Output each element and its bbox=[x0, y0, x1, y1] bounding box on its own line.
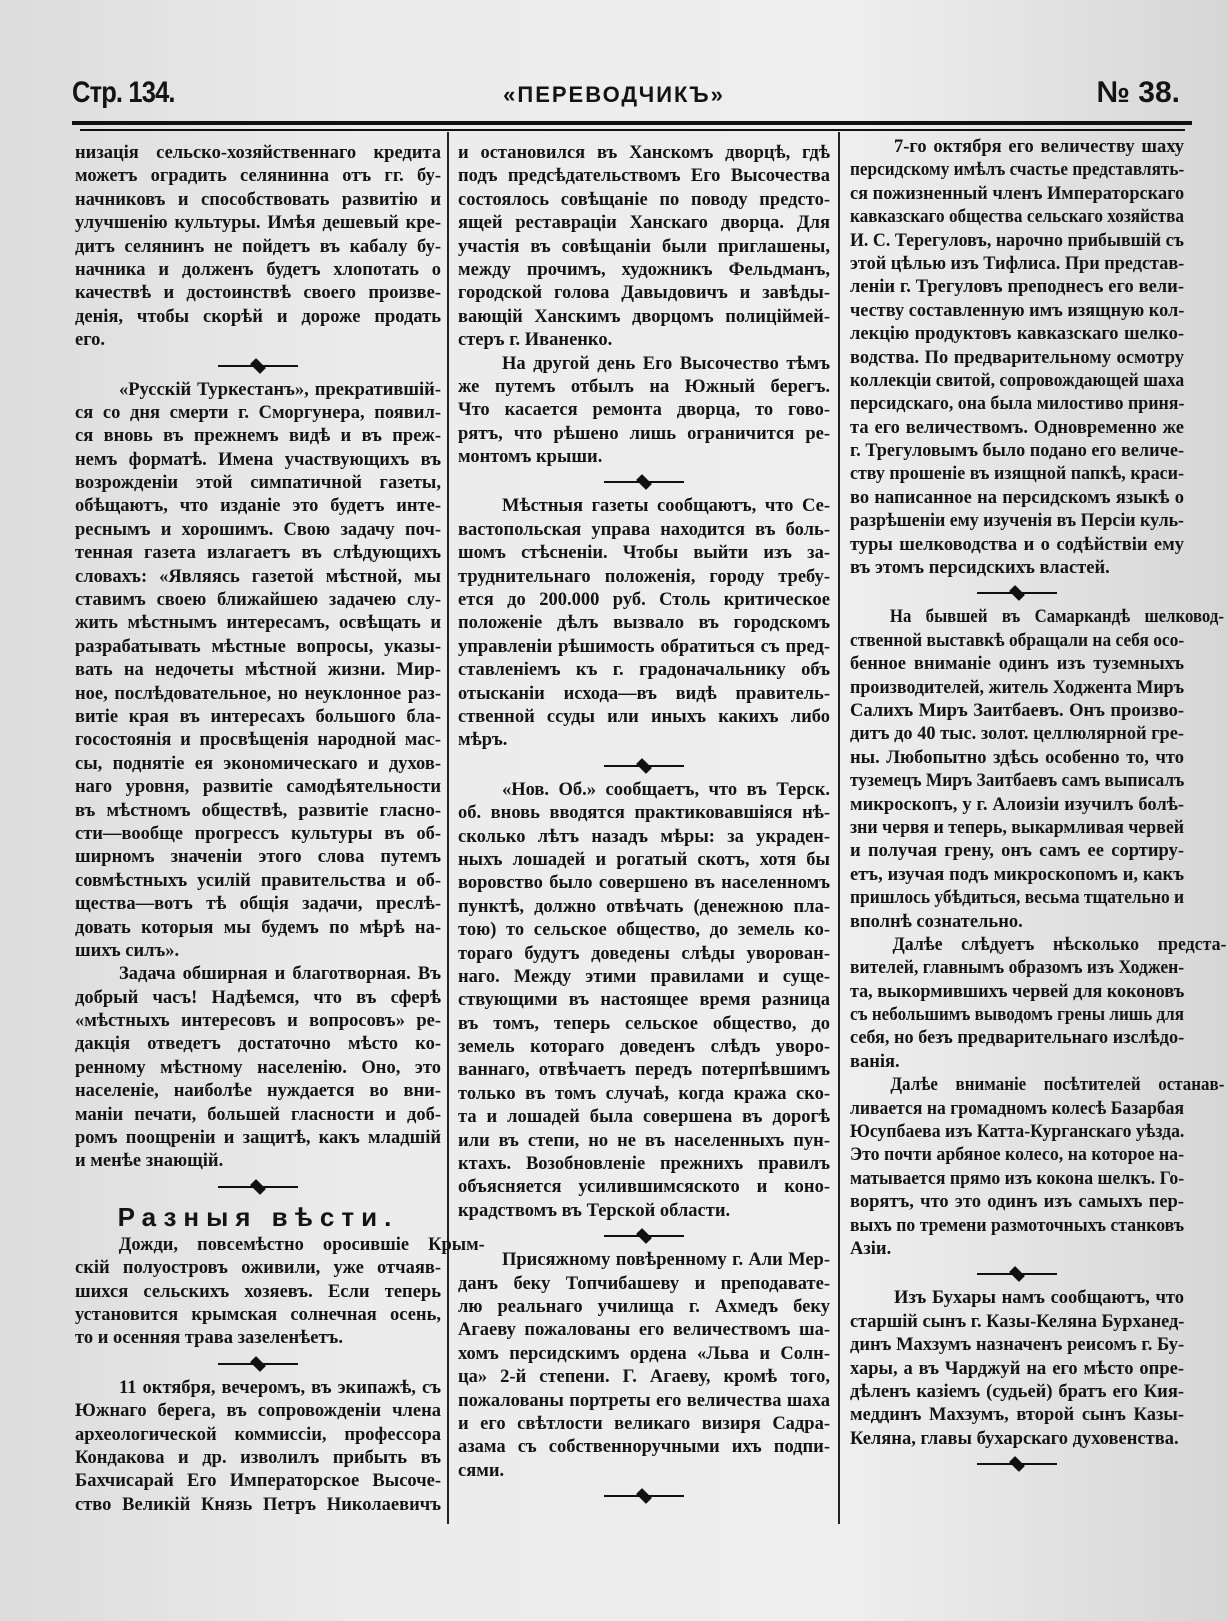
text-line: наго уровня, развитіе самодѣятельности bbox=[75, 777, 441, 798]
text-line: ктахъ. Возобновленіе прежнихъ правилъ bbox=[458, 1154, 830, 1175]
text-line: ся со дня смерти г. Сморгунера, появил- bbox=[75, 402, 441, 423]
column-3 bbox=[850, 136, 1227, 1477]
text-line: или въ степи, но не въ населенныхъ пун- bbox=[458, 1130, 830, 1151]
text-line: матывается прямо изъ кокона шелкъ. Го- bbox=[850, 1168, 1185, 1189]
text-line: Юсупбаева изъ Катта-Курганскаго уѣзда. bbox=[850, 1122, 1185, 1143]
text-line: вителей, главнымъ образомъ изъ Ходжен- bbox=[850, 958, 1185, 979]
text-line: ется до 200.000 руб. Столь критическое bbox=[458, 590, 830, 611]
text-line: въ этомъ персидскихъ властей. bbox=[850, 558, 1110, 579]
text-line: етъ, изучая подъ микроскопомъ и, какъ bbox=[850, 864, 1184, 885]
text-line: мѣръ. bbox=[458, 730, 508, 751]
text-line: кавказскаго общества сельскаго хозяйства bbox=[850, 207, 1184, 228]
text-line: Далѣе слѣдуетъ нѣсколько предста- bbox=[892, 934, 1227, 955]
text-line: та, выкормившихъ червей для коконовъ bbox=[850, 981, 1185, 1002]
text-line: обѣщаютъ, что изданіе это будетъ инте- bbox=[75, 496, 441, 517]
article-paragraph bbox=[850, 934, 1227, 1074]
text-line: витіе края въ интересахъ большого бла- bbox=[75, 706, 441, 727]
text-line: городской голова Давыдовичъ и завѣды- bbox=[458, 283, 830, 304]
text-line: себя, но безъ предварительнаго изслѣдо- bbox=[850, 1028, 1185, 1049]
text-line: ставленіемъ къ г. градоначальнику объ bbox=[458, 660, 830, 681]
text-line: денія, чтобы скорѣй и дороже продать bbox=[75, 306, 441, 327]
text-line: коллекціи свитой, сопровождающей шаха bbox=[850, 370, 1185, 391]
text-line: археологической коммиссіи, профессора bbox=[75, 1424, 441, 1445]
text-line: ванія. bbox=[850, 1051, 900, 1072]
text-line: состоялось совѣщаніе по поводу предсто- bbox=[458, 189, 830, 210]
page-number: Стр. 134. bbox=[72, 76, 175, 109]
text-line: госостоянія и просвѣщенія народной мас- bbox=[75, 730, 441, 751]
text-line: качествѣ и достоинствѣ своего произве- bbox=[75, 283, 441, 304]
text-line: этой цѣлью изъ Тифлиса. При представ- bbox=[850, 253, 1185, 274]
text-line: шомъ стѣсненіи. Чтобы выйти изъ за- bbox=[458, 543, 830, 564]
article-paragraph bbox=[75, 1377, 441, 1517]
text-line: ство Великій Князь Петръ Николаевичъ bbox=[75, 1494, 441, 1515]
text-line: и его свѣтлости великаго визиря Садра- bbox=[458, 1413, 830, 1434]
ornament-separator bbox=[458, 753, 830, 779]
ornament-separator bbox=[75, 1174, 441, 1200]
text-line: ящей реставраціи Ханскаго дворца. Для bbox=[458, 213, 830, 234]
text-line: старшій сынъ г. Казы-Келяна Бурханед- bbox=[850, 1311, 1185, 1332]
text-line: ромъ поощреніи и защитѣ, какъ младшій bbox=[75, 1128, 441, 1149]
article-paragraph bbox=[458, 353, 830, 470]
text-line: между прочимъ, художникъ Фельдманъ, bbox=[458, 259, 830, 280]
ornament-separator bbox=[850, 1261, 1184, 1287]
text-line: Дожди, повсемѣстно оросившіе Крым- bbox=[118, 1234, 485, 1255]
text-line: вающій Ханскимъ дворцомъ полиціймей- bbox=[458, 306, 830, 327]
text-line: и остановился въ Ханскомъ дворцѣ, гдѣ bbox=[458, 143, 830, 163]
header-rule-top bbox=[72, 121, 1192, 125]
ornament-separator bbox=[850, 580, 1184, 606]
article-paragraph bbox=[850, 136, 1184, 580]
text-line: разрѣшеніи ему изученія въ Персіи куль- bbox=[850, 511, 1184, 532]
text-line: только въ томъ случаѣ, когда кража ско- bbox=[458, 1083, 830, 1104]
text-line: шихъ силъ». bbox=[75, 940, 180, 961]
text-line: словахъ: «Являясь газетой мѣстной, мы bbox=[75, 566, 441, 587]
text-line: лекцію продуктовъ кавказскаго шелко- bbox=[850, 324, 1184, 345]
text-line: Что касается ремонта дворца, то гово- bbox=[458, 400, 830, 421]
text-line: Далѣе вниманіе посѣтителей останав- bbox=[890, 1075, 1225, 1096]
text-line: населеніе, наиболѣе нуждается во вни- bbox=[75, 1081, 441, 1102]
article-paragraph bbox=[850, 1074, 1225, 1261]
text-line: довать которыя мы будемъ по мѣрѣ на- bbox=[75, 917, 441, 938]
text-line: пожалованы портреты его величества шаха bbox=[458, 1390, 830, 1411]
text-line: крадствомъ въ Терской области. bbox=[458, 1200, 731, 1221]
text-line: «мѣстныхъ интересовъ и вопросовъ» ре- bbox=[75, 1011, 441, 1032]
article-paragraph bbox=[458, 1249, 830, 1483]
text-line: реснымъ и хорошимъ. Свою задачу поч- bbox=[75, 519, 441, 540]
text-line: Это почти арбяное колесо, на которое на- bbox=[850, 1145, 1185, 1166]
text-line: шихся сельскихъ хозяевъ. Если теперь bbox=[75, 1281, 441, 1302]
text-line: Мѣстныя газеты сообщаютъ, что Се- bbox=[502, 496, 830, 517]
text-line: та и лошадей была совершена въ дорогѣ bbox=[458, 1107, 830, 1128]
text-line: ширномъ значеніи этого слова путемъ bbox=[75, 847, 441, 868]
text-line: производителей, житель Ходжента Миръ bbox=[850, 677, 1185, 698]
text-line: ны. Любопытно здѣсь особенно то, что bbox=[850, 747, 1184, 768]
text-line: щества—вотъ тѣ общія задачи, преслѣ- bbox=[75, 894, 441, 915]
text-line: дитъ до 40 тыс. золот. целлюлярной гре- bbox=[850, 724, 1184, 745]
text-line: улучшенію культуры. Имѣя дешевый кре- bbox=[75, 213, 441, 234]
text-line: дакція отведетъ достаточно мѣсто ко- bbox=[75, 1034, 441, 1055]
text-line: низація сельско-хозяйственнаго кредита bbox=[75, 143, 441, 163]
ornament-separator bbox=[458, 469, 830, 495]
text-line: труднительнаго положенія, городу требу- bbox=[458, 566, 830, 587]
text-line: управленіи рѣшимость обратиться съ пред- bbox=[458, 636, 830, 657]
text-line: жить мѣстнымъ интересамъ, освѣщать и bbox=[75, 613, 441, 634]
text-line: начниковъ и способствовать развитію и bbox=[75, 189, 441, 210]
text-line: установится крымская солнечная осень, bbox=[75, 1304, 441, 1325]
text-line: въ мѣстномъ обществѣ, развитіе гласно- bbox=[75, 800, 441, 821]
ornament-separator bbox=[75, 1351, 441, 1377]
text-line: сти—вообще прогрессъ культуры въ об- bbox=[75, 823, 441, 844]
text-line: ству прошеніе въ изящной папкѣ, краси- bbox=[850, 464, 1184, 485]
text-line: положеніе дѣлъ вызвало въ городскомъ bbox=[458, 613, 830, 634]
text-line: маніи печати, большей гласности и доб- bbox=[75, 1104, 441, 1125]
text-line: ся вновь въ прежнемъ видѣ и въ преж- bbox=[75, 426, 441, 447]
text-line: микроскопъ, у г. Алоизіи изучилъ болѣ- bbox=[850, 794, 1184, 815]
article-paragraph bbox=[458, 779, 830, 1223]
text-line: сями. bbox=[458, 1460, 505, 1481]
text-line: ца» 2-й степени. Г. Агаеву, кромѣ того, bbox=[458, 1367, 830, 1388]
text-line: об. вновь вводятся практиковавшіяся нѣ- bbox=[458, 803, 830, 824]
text-line: рятъ, что рѣшено лишь ограничится ре- bbox=[458, 423, 830, 444]
column-divider bbox=[838, 132, 840, 1524]
text-line: же путемъ отбылъ на Южный берегъ. bbox=[458, 376, 830, 397]
article-paragraph bbox=[458, 142, 830, 353]
text-line: Присяжному повѣренному г. Али Мер- bbox=[502, 1250, 830, 1271]
text-line: и менѣе знающій. bbox=[75, 1151, 224, 1172]
article-paragraph bbox=[75, 379, 441, 964]
text-line: Кондакова и др. изволилъ прибыть въ bbox=[75, 1447, 441, 1468]
text-line: пунктѣ, должно отвѣчать (денежною пла- bbox=[458, 896, 830, 917]
text-line: И. С. Терегуловъ, нарочно прибывшій съ bbox=[850, 230, 1184, 251]
section-heading: Разныя вѣсти. bbox=[117, 1201, 399, 1232]
article-paragraph bbox=[75, 142, 441, 353]
text-line: участія въ совѣщаніи были приглашены, bbox=[458, 236, 830, 257]
article-paragraph bbox=[75, 1234, 485, 1351]
text-line: подъ предсѣдательствомъ Его Высочества bbox=[458, 166, 830, 187]
text-line: меддинъ Махзумъ, второй сынъ Казы- bbox=[850, 1405, 1184, 1426]
text-line: Южнаго берега, въ сопровожденіи члена bbox=[75, 1401, 441, 1422]
text-line: персидскаго, она была милостиво приня- bbox=[850, 394, 1185, 415]
ornament-separator bbox=[458, 1223, 830, 1249]
text-line: стеръ г. Иваненко. bbox=[458, 330, 613, 351]
text-line: разрабатывать мѣстные вопросы, указы- bbox=[75, 636, 441, 657]
text-line: ственной выставкѣ обращали на себя осо- bbox=[850, 630, 1185, 651]
text-line: возрожденіи этой симпатичной газеты, bbox=[75, 473, 441, 494]
text-line: тенная газета излагаетъ въ слѣдующихъ bbox=[75, 543, 441, 564]
article-paragraph bbox=[75, 963, 441, 1174]
text-line: монтомъ крыши. bbox=[458, 447, 603, 468]
issue-number: № 38. bbox=[1096, 76, 1180, 109]
ornament-separator bbox=[458, 1483, 830, 1509]
text-line: Задача обширная и благотворная. Въ bbox=[119, 964, 441, 985]
text-line: ренному мѣстному населенію. Оно, это bbox=[75, 1057, 441, 1078]
text-line: немъ форматѣ. Имена участвующихъ въ bbox=[75, 449, 441, 470]
article-paragraph bbox=[850, 606, 1224, 933]
text-line: зни червя и теперь, выкармливая червей bbox=[850, 817, 1184, 838]
text-line: тораго будутъ доведены слѣды уворован- bbox=[458, 943, 830, 964]
text-line: Азіи. bbox=[850, 1238, 892, 1259]
text-line: сколько лѣтъ назадъ мѣры: за украден- bbox=[458, 826, 830, 847]
text-line: отысканіи исхода—въ видѣ правитель- bbox=[458, 683, 830, 704]
text-line: то и осенняя трава зазеленѣетъ. bbox=[75, 1328, 343, 1349]
text-line: ливается на громадномъ колесѣ Базарбая bbox=[850, 1098, 1184, 1119]
ornament-separator bbox=[850, 1451, 1184, 1477]
text-line: хары, а въ Чарджуй на его мѣсто опре- bbox=[850, 1358, 1184, 1379]
text-line: лю реальнаго училища г. Ахмедъ беку bbox=[458, 1296, 830, 1317]
text-line: добрый часъ! Надѣемся, что въ сферѣ bbox=[75, 987, 441, 1008]
column-2 bbox=[458, 142, 830, 1509]
text-line: Изъ Бухары намъ сообщаютъ, что bbox=[894, 1288, 1184, 1309]
text-line: бенное вниманіе одинъ изъ туземныхъ bbox=[850, 654, 1184, 675]
text-line: 11 октября, вечеромъ, въ экипажѣ, съ bbox=[119, 1377, 441, 1398]
column-divider bbox=[447, 132, 449, 1524]
article-paragraph bbox=[458, 495, 830, 752]
text-line: и получая грену, онъ самъ ее сортиру- bbox=[850, 841, 1184, 862]
text-line: пришлось убѣдиться, весьма тщательно и bbox=[850, 888, 1185, 909]
newspaper-title: «ПЕРЕВОДЧИКЪ» bbox=[503, 82, 725, 107]
text-line: совмѣстныхъ усилій правительства и об- bbox=[75, 870, 441, 891]
text-line: начника и долженъ будетъ хлопотать о bbox=[75, 259, 441, 280]
text-line: вполнѣ сознательно. bbox=[850, 911, 1023, 932]
text-line: его. bbox=[75, 330, 106, 351]
text-line: дитъ селянинъ не пойдетъ въ кабалу бу- bbox=[75, 236, 441, 257]
text-line: вастопольская управа находится въ боль- bbox=[458, 519, 830, 540]
text-line: объясняется усилившимсяското и коно- bbox=[458, 1177, 830, 1198]
text-line: персидскому имѣлъ счастье представлять- bbox=[850, 160, 1185, 181]
text-line: ныхъ лошадей и рогатый скотъ, хотя бы bbox=[458, 849, 830, 870]
text-line: земель котораго доведенъ слѣдъ уворо- bbox=[458, 1037, 830, 1058]
text-line: ворятъ, что это одинъ изъ самыхъ пер- bbox=[850, 1192, 1184, 1213]
text-line: ствующими въ настоящее время разница bbox=[458, 990, 830, 1011]
text-line: скій полуостровъ оживили, уже отчаяв- bbox=[75, 1258, 441, 1279]
text-line: во написанное на персидскомъ языкѣ о bbox=[850, 487, 1184, 508]
header-rule-bottom bbox=[80, 129, 1185, 131]
text-line: вать на недочеты мѣстной жизни. Мир- bbox=[75, 660, 441, 681]
text-line: съ небольшимъ выводомъ грены лишь для bbox=[850, 1005, 1184, 1026]
text-line: та его величествомъ. Одновременно же bbox=[850, 417, 1184, 438]
text-line: хомъ персидскимъ ордена «Льва и Солн- bbox=[458, 1343, 830, 1364]
text-line: «Русскій Туркестанъ», прекратившій- bbox=[119, 379, 441, 400]
text-line: ваннаго, отвѣчаетъ передъ потерпѣвшимъ bbox=[458, 1060, 830, 1081]
text-line: На бывшей въ Самаркандѣ шелковод- bbox=[889, 607, 1224, 628]
text-line: На другой день Его Высочество тѣмъ bbox=[502, 353, 830, 374]
text-line: Келяна, главы бухарскаго духовенства. bbox=[850, 1428, 1179, 1449]
text-line: Агаеву пожалованы его величествомъ ша- bbox=[458, 1320, 830, 1341]
text-line: Салихъ Миръ Заитбаевъ. Онъ произво- bbox=[850, 700, 1184, 721]
text-line: ся пожизненный членъ Императорскаго bbox=[850, 183, 1185, 204]
text-line: туры шелководства и о содѣйствіи ему bbox=[850, 534, 1184, 555]
text-line: азама съ собственноручными ихъ подпи- bbox=[458, 1437, 830, 1458]
text-line: Бахчисарай Его Императорское Высоче- bbox=[75, 1471, 441, 1492]
text-line: водства. По предварительному осмотру bbox=[850, 347, 1184, 368]
text-line: леніи г. Трегуловъ преподнесъ его вели- bbox=[850, 277, 1184, 298]
text-line: динъ Махзумъ назначенъ реисомъ г. Бу- bbox=[850, 1335, 1185, 1356]
text-line: 7-го октября его величеству шаху bbox=[894, 137, 1184, 157]
text-line: честву составленную имъ изящную кол- bbox=[850, 300, 1185, 321]
text-line: можетъ оградить селянинна отъ гг. бу- bbox=[75, 166, 441, 187]
text-line: «Нов. Об.» сообщаетъ, что въ Терск. bbox=[502, 779, 830, 800]
text-line: сы, поднятіе ея экономическаго и духов- bbox=[75, 753, 441, 774]
ornament-separator bbox=[75, 353, 441, 379]
text-line: въ томъ, теперь сельское общество, до bbox=[458, 1013, 830, 1034]
text-line: выхъ по тремени размоточныхъ станковъ bbox=[850, 1215, 1184, 1236]
text-line: г. Трегуловымъ было подано его величе- bbox=[850, 441, 1185, 462]
text-line: ное, послѣдовательное, но неуклонное раз- bbox=[75, 683, 441, 704]
text-line: ственной ссуды или иныхъ какихъ либо bbox=[458, 706, 830, 727]
article-paragraph bbox=[850, 1287, 1184, 1451]
text-line: воровство было совершено въ населенномъ bbox=[458, 873, 830, 894]
text-line: наго. Между этими правилами и суще- bbox=[458, 966, 830, 987]
text-line: тою) то сельское общество, до земель ко- bbox=[458, 920, 830, 941]
text-line: данъ беку Топчибашеву и преподавате- bbox=[458, 1273, 830, 1294]
text-line: дѣленъ казіемъ (судьей) братъ его Кия- bbox=[850, 1381, 1184, 1402]
text-line: туземецъ Миръ Заитбаевъ самъ выписалъ bbox=[850, 771, 1185, 792]
text-line: ставимъ своею ближайшею задачею слу- bbox=[75, 590, 441, 611]
